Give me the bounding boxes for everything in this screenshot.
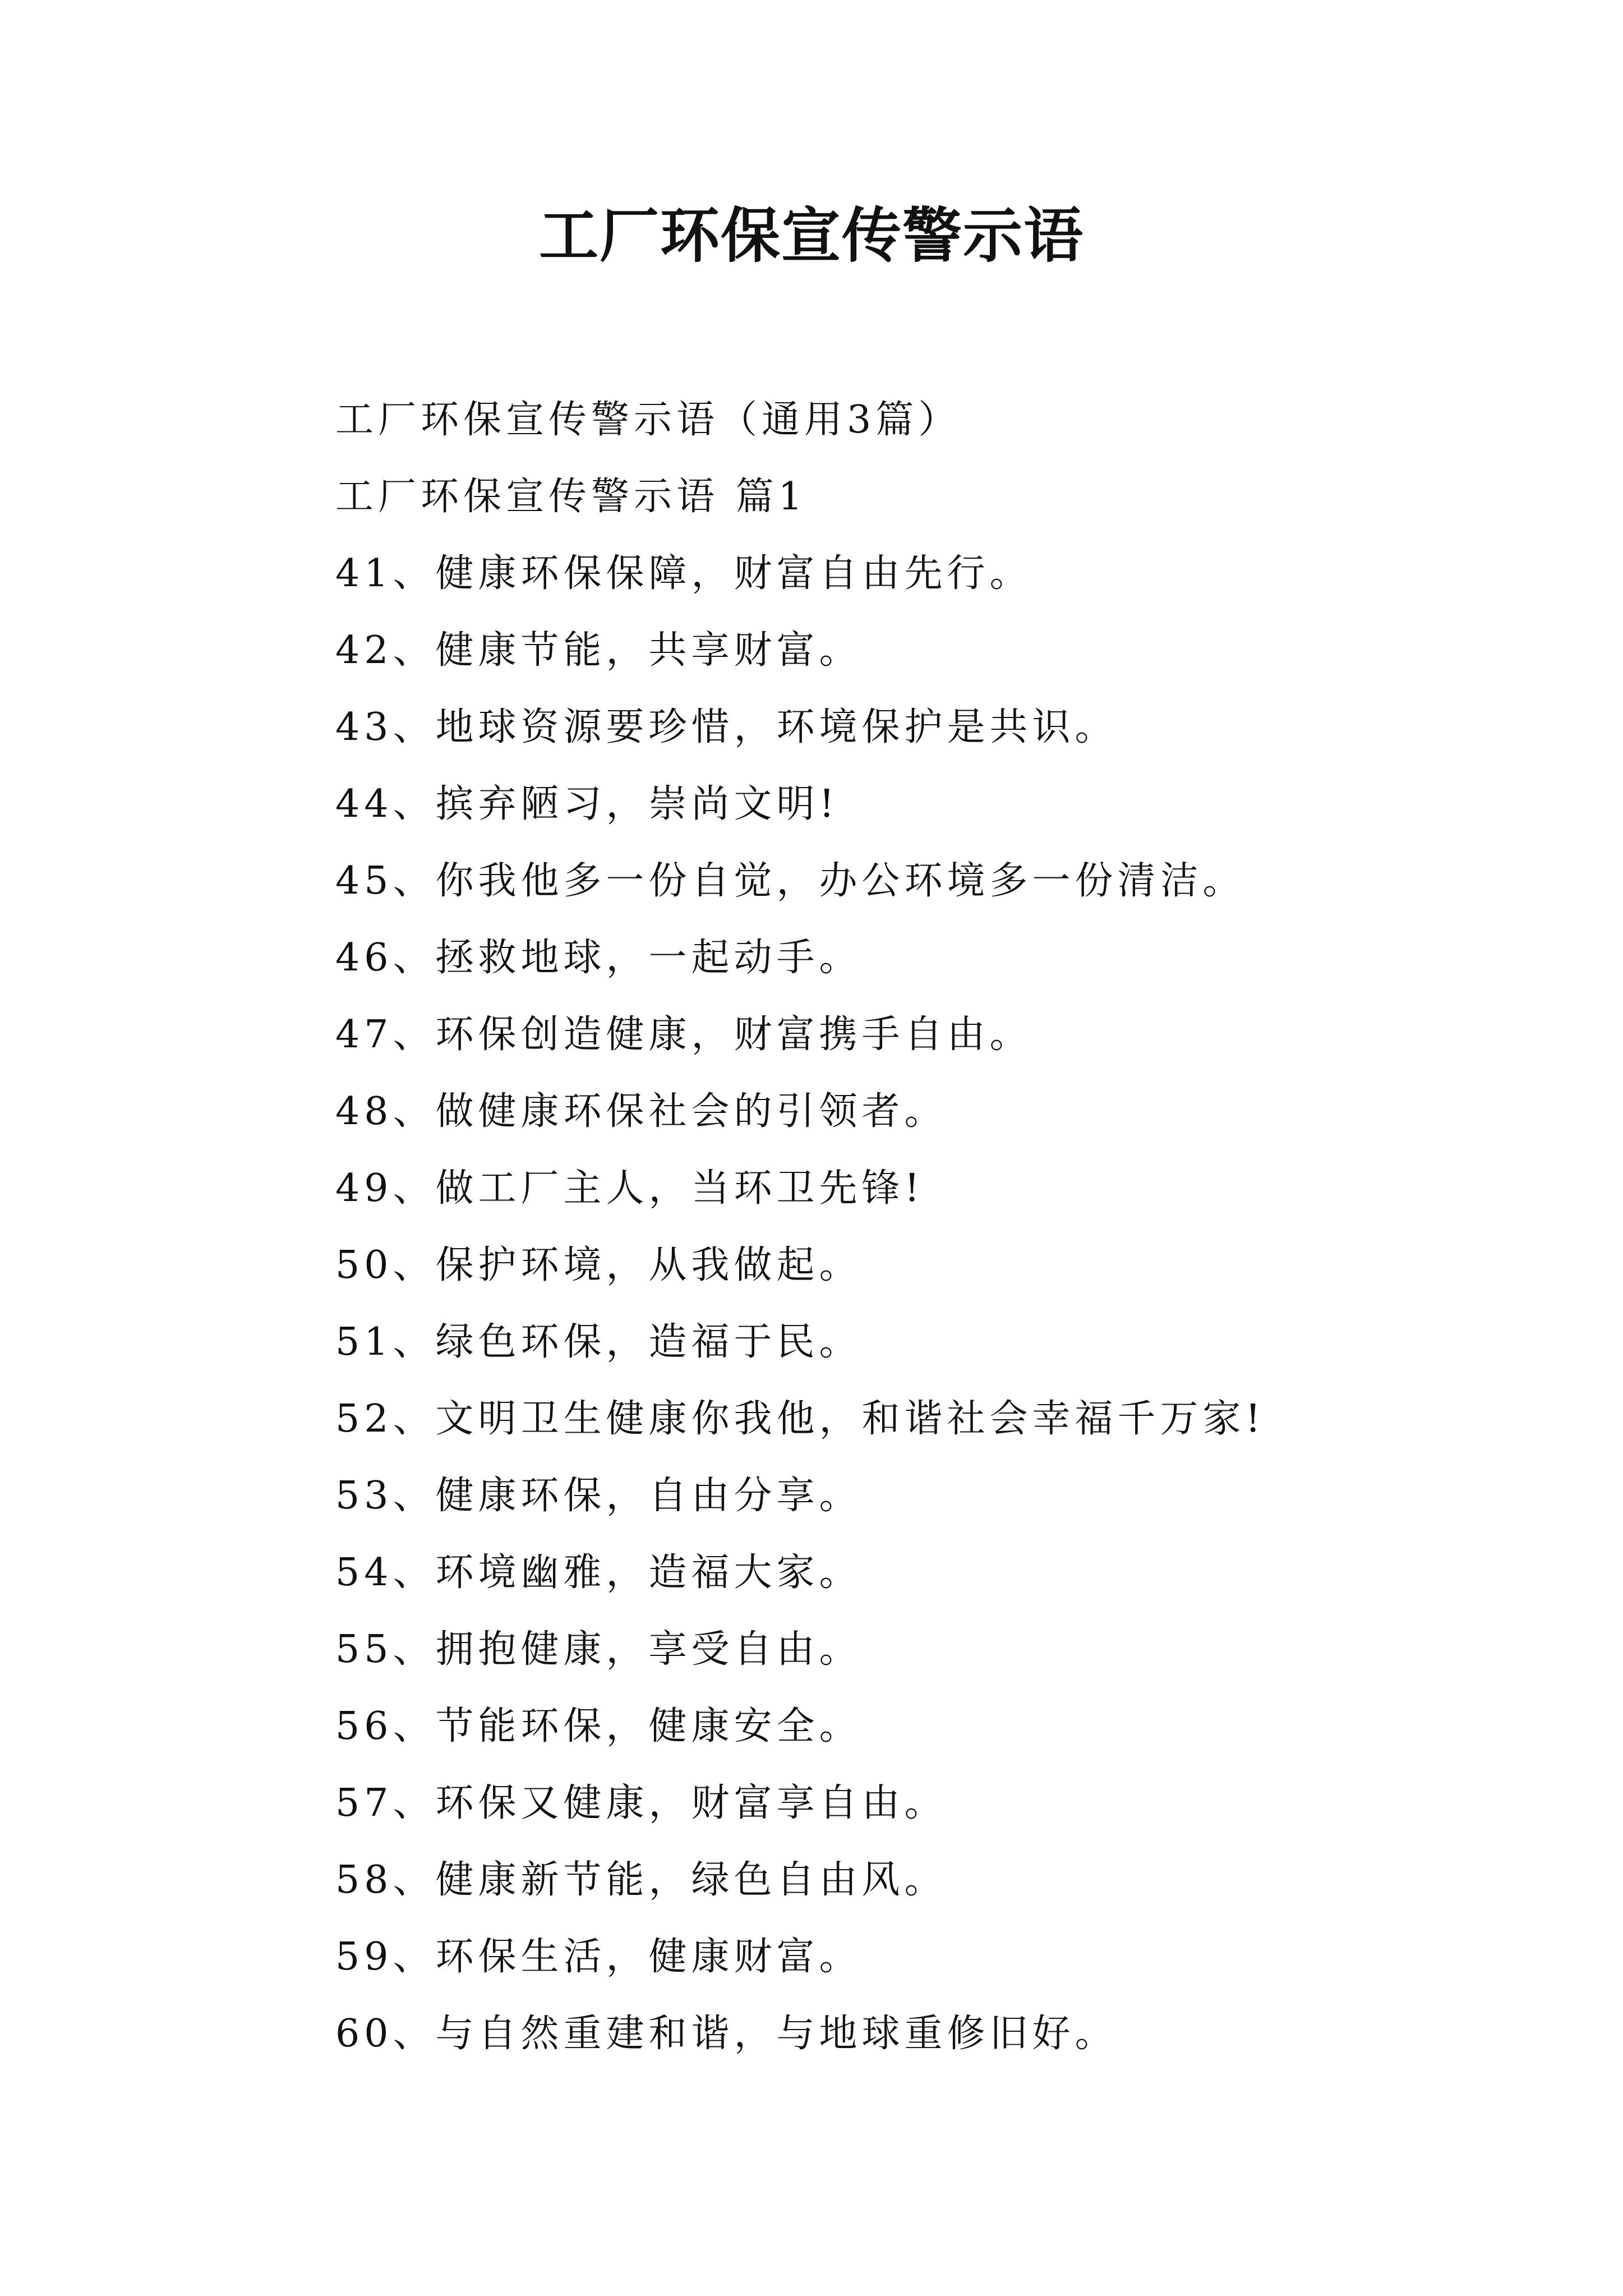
slogan-item-56: 56、节能环保，健康安全。 bbox=[335, 1704, 862, 1749]
slogan-item-57: 57、环保又健康，财富享自由。 bbox=[335, 1781, 947, 1825]
slogan-item-46: 46、拯救地球，一起动手。 bbox=[335, 936, 862, 980]
slogan-item-47: 47、环保创造健康，财富携手自由。 bbox=[335, 1013, 1032, 1057]
slogan-item-44: 44、摈弃陋习，崇尚文明! bbox=[335, 782, 839, 826]
slogan-item-60: 60、与自然重建和谐，与地球重修旧好。 bbox=[335, 2012, 1118, 2056]
slogan-item-59: 59、环保生活，健康财富。 bbox=[335, 1935, 862, 1979]
slogan-item-51: 51、绿色环保，造福于民。 bbox=[335, 1320, 862, 1364]
slogan-item-55: 55、拥抱健康，享受自由。 bbox=[335, 1627, 862, 1672]
slogan-item-52: 52、文明卫生健康你我他，和谐社会幸福千万家! bbox=[335, 1397, 1265, 1441]
section-heading: 工厂环保宣传警示语 篇1 bbox=[335, 475, 807, 519]
document-subtitle: 工厂环保宣传警示语（通用3篇） bbox=[335, 398, 961, 442]
slogan-item-49: 49、做工厂主人，当环卫先锋! bbox=[335, 1166, 924, 1211]
document-body bbox=[335, 381, 1513, 2072]
slogan-item-43: 43、地球资源要珍惜，环境保护是共识。 bbox=[335, 705, 1118, 749]
slogan-item-50: 50、保护环境，从我做起。 bbox=[335, 1243, 862, 1287]
slogan-item-48: 48、做健康环保社会的引领者。 bbox=[335, 1089, 947, 1134]
slogan-item-54: 54、环境幽雅，造福大家。 bbox=[335, 1550, 862, 1595]
slogan-item-58: 58、健康新节能，绿色自由风。 bbox=[335, 1858, 947, 1902]
slogan-item-41: 41、健康环保保障，财富自由先行。 bbox=[335, 551, 1032, 596]
document-title: 工厂环保宣传警示语 bbox=[539, 200, 1084, 270]
slogan-item-45: 45、你我他多一份自觉，办公环境多一份清洁。 bbox=[335, 859, 1246, 903]
slogan-item-42: 42、健康节能，共享财富。 bbox=[335, 628, 862, 673]
slogan-item-53: 53、健康环保，自由分享。 bbox=[335, 1474, 862, 1518]
